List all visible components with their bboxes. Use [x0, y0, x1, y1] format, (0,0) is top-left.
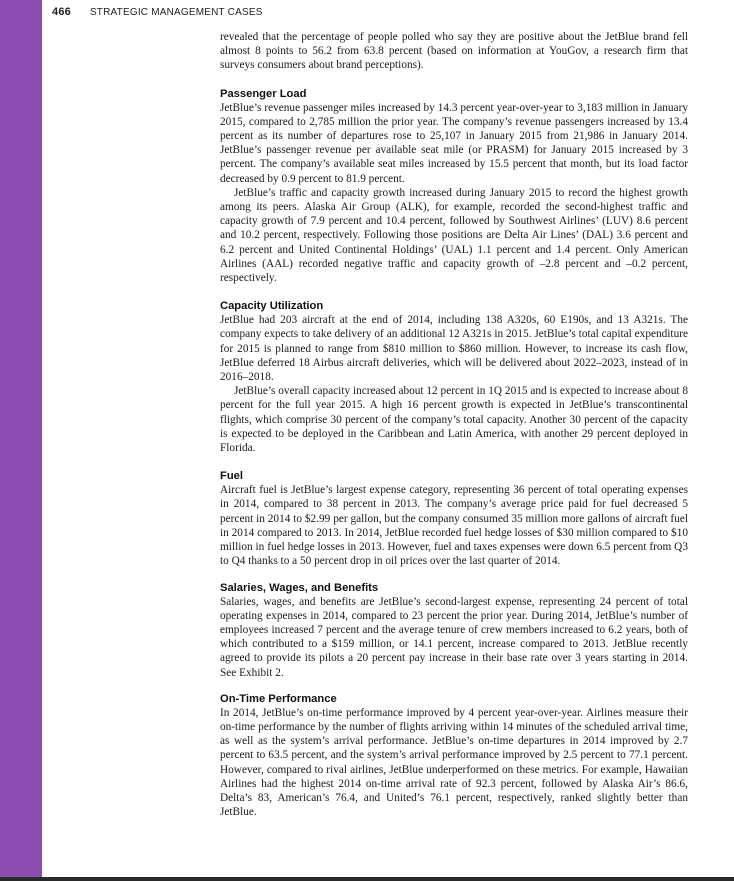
capacity-utilization-paragraph-1: JetBlue had 203 aircraft at the end of 2014, including 138 A320s, 60 E190s, and 13 A321s. The company expects to take delivery of an additional 12 A321s in 2015. JetBlue’s total capital expenditure for 2015 is planned to range from $810 million to $860 million. However, to increase its cash flow, JetBlue deferred 18 Airbus aircraft deliveries, which will be delivered about 2022–2023, instead of in 2016–2018.: [220, 314, 688, 384]
passenger-load-paragraph-1: JetBlue’s revenue passenger miles increased by 14.3 percent year-over-year to 3,183 million in January 2015, compared to 2,785 million the prior year. The company’s revenue passengers increased by 13.4 percent as its number of departures rose to 25,107 in January 2015 from 21,986 in January 2014. JetBlue’s passenger revenue per available seat mile (or PRASM) for January 2015 increased by 3 percent. The company’s available seat miles increased by 15.5 percent that month, but its load factor decreased by 0.9 percent to 81.9 percent.: [220, 101, 688, 185]
fuel-paragraph: Aircraft fuel is JetBlue’s largest expense category, representing 36 percent of total operating expenses in 2014, compared to 38 percent in 2013. The company’s average price paid for fuel decreased 5 percent in 2014 to $2.99 per gallon, but the company consumed 35 million more gallons of aircraft fuel in 2014 compared to 2013. In 2014, JetBlue recorded fuel hedge losses of $30 million compared to $10 million in fuel hedge losses in 2013. However, fuel and taxes expenses were down 6.5 percent from Q3 to Q4 thanks to a 50 percent drop in oil prices over the last quarter of 2014.: [220, 484, 688, 568]
bottom-rule: [0, 877, 734, 881]
purple-side-bar: [0, 0, 42, 881]
page-number: 466: [52, 6, 71, 18]
passenger-load-paragraph-2: JetBlue’s traffic and capacity growth increased during January 2015 to record the highest growth among its peers. Alaska Air Group (ALK), for example, recorded the second-highest traffic and capacity growth of 7.9 percent and 10.4 percent, followed by Southwest Airlines’ (LUV) 8.6 percent and 10.2 percent, respectively. Following those positions are Delta Air Lines’ (DAL) 3.6 percent and 6.2 percent and United Continental Holdings’ (UAL) 1.1 percent and 1.4 percent. Only American Airlines (AAL) recorded negative traffic and capacity growth of –2.8 percent and –0.2 percent, respectively.: [220, 186, 688, 285]
on-time-paragraph: In 2014, JetBlue’s on-time performance improved by 4 percent year-over-year. Airlines measure their on-time performance by the number of flights arriving within 14 minutes of the scheduled arrival time, as well as the system’s arrival performance. JetBlue’s on-time departures in 2014 improved by 2.7 percent to 63.5 percent, and the system’s arrival performance improved by 2.5 percent to 77.1 percent. However, compared to rival airlines, JetBlue underperformed on these metrics. For example, Hawaiian Airlines had the highest 2014 on-time arrival rate of 92.3 percent, followed by Alaska Air’s 86.6, Delta’s 83, American’s 76.4, and United’s 76.1 percent, respectively, ranked slightly better than JetBlue.: [220, 706, 688, 819]
heading-salaries-wages-benefits: Salaries, Wages, and Benefits: [220, 581, 379, 594]
heading-capacity-utilization: Capacity Utilization: [220, 300, 324, 313]
intro-paragraph: revealed that the percentage of people polled who say they are positive about the JetBlue brand fell almost 8 points to 56.2 from 63.8 percent (based on information at YouGov, a research firm that surveys consumers about brand perceptions).: [220, 31, 688, 72]
heading-passenger-load: Passenger Load: [220, 87, 307, 100]
heading-on-time-performance: On-Time Performance: [220, 692, 337, 705]
running-header: [52, 6, 263, 18]
salaries-paragraph: Salaries, wages, and benefits are JetBlue’s second-largest expense, representing 24 percent of total operating expenses in 2014, compared to 23 percent the prior year. During 2014, JetBlue’s number of employees increased 7 percent and the average tenure of crew members increased to 6.2 years, both of which contributed to a $159 million, or 14.1 percent, increase compared to 2013. JetBlue recently agreed to provide its pilots a 20 percent pay increase in their base rate over 3 years starting in 2014. See Exhibit 2.: [220, 595, 688, 679]
capacity-utilization-paragraph-2: JetBlue’s overall capacity increased about 12 percent in 1Q 2015 and is expected to increase about 8 percent for the full year 2015. A high 16 percent growth is expected in JetBlue’s transcontinental flights, which comprise 30 percent of the company’s total capacity. Another 30 percent of the capacity is expected to be deployed in the Caribbean and Latin America, with another 29 percent deployed in Florida.: [220, 385, 688, 455]
running-title: STRATEGIC MANAGEMENT CASES: [89, 7, 263, 18]
heading-fuel: Fuel: [220, 470, 243, 483]
page-body: [220, 30, 688, 819]
